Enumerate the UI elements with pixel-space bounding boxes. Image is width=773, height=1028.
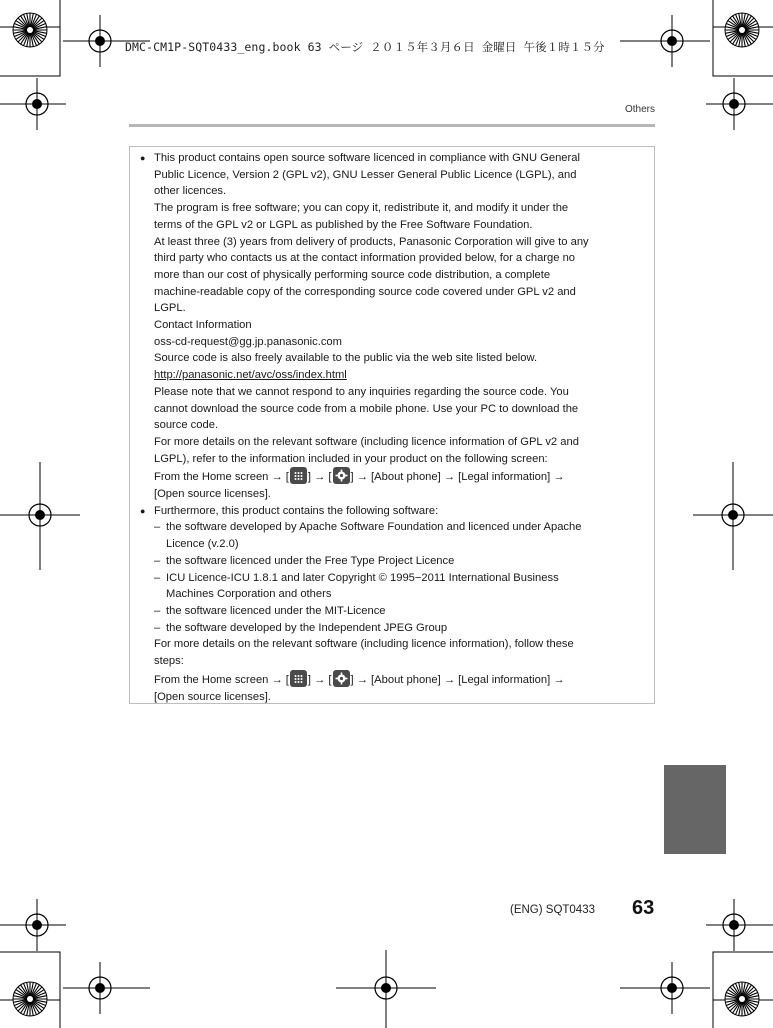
step-text: From the Home screen → [ [154,673,289,686]
text-line: For more details on the relevant software (including licence information), follow these [154,638,574,651]
text-line: cannot download the source code from a mobile phone. Use your PC to download the [154,402,579,415]
dash: – [154,621,161,634]
text-line: other licences. [154,185,227,198]
text-line: LGPL. [154,302,186,315]
step-text: ] → [About phone] → [Legal information] → [350,471,565,484]
text-line: Licence (v.2.0) [166,538,239,551]
model-code: (ENG) SQT0433 [510,904,595,916]
bullet: ● [140,505,146,516]
text-line: For more details on the relevant software (including licence information of GPL v2 and [154,435,579,448]
text-line: machine-readable copy of the corresponding source code covered under GPL v2 and [154,285,576,298]
step-text: From the Home screen → [ [154,471,289,484]
step-text: ] → [ [307,471,332,484]
source-code-link[interactable]: http://panasonic.net/avc/oss/index.html [154,369,347,382]
text-line: the software licenced under the MIT-Licence [166,604,386,617]
text-line: source code. [154,419,219,432]
text-line: Please note that we cannot respond to any inquiries regarding the source code. You [154,385,569,398]
dash: – [154,554,161,567]
text-line: Machines Corporation and others [166,588,332,601]
text-line: Furthermore, this product contains the following software: [154,504,439,517]
dash: – [154,604,161,617]
dash: – [154,521,161,534]
text-line: the software licenced under the Free Type Project Licence [166,554,455,567]
section-label: Others [624,104,655,115]
steps-line: [Open source licenses]. [154,690,271,703]
steps-line: [Open source licenses]. [154,488,271,501]
text-line: This product contains open source software licenced in compliance with GNU General [154,152,580,164]
text-line: more than our cost of physically performing source code distribution, a complete [154,268,551,281]
page-number: 63 [632,897,655,919]
contact-heading: Contact Information [154,319,252,332]
text-line: steps: [154,655,184,668]
text-line: Public Licence, Version 2 (GPL v2), GNU Lesser General Public Licence (LGPL), and [154,168,577,181]
print-header: DMC-CM1P-SQT0433_eng.book 63 ページ ２０１５年３月６日 金曜日 午後１時１５分 [125,40,605,54]
contact-email: oss-cd-request@gg.jp.panasonic.com [154,335,342,348]
text-line: terms of the GPL v2 or LGPL as published by the Free Software Foundation. [154,218,533,231]
step-text: ] → [About phone] → [Legal information] → [350,673,565,686]
text-line: third party who contacts us at the contact information provided below, for a charge no [154,252,576,265]
text-line: The program is free software; you can copy it, redistribute it, and modify it under the [154,202,569,215]
text-line: the software developed by Apache Software Foundation and licenced under Apache [166,521,582,534]
bullet: ● [140,153,146,163]
text-line: Source code is also freely available to the public via the web site listed below. [154,352,538,365]
text-line: the software developed by the Independent JPEG Group [166,621,448,634]
text-line: ICU Licence-ICU 1.8.1 and later Copyright © 1995−2011 International Business [166,571,559,584]
dash: – [154,571,161,584]
step-text: ] → [ [307,673,332,686]
text-line: LGPL), refer to the information included in your product on the following screen: [154,452,548,465]
text-line: At least three (3) years from delivery of products, Panasonic Corporation will give to any [154,235,589,248]
